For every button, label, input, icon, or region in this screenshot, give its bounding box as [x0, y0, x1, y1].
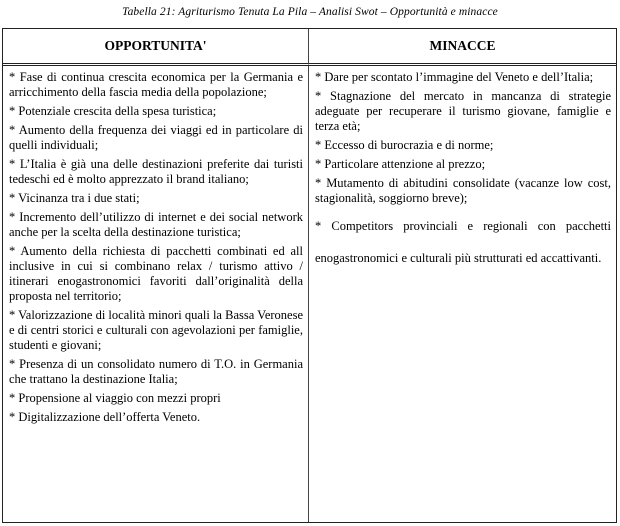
threat-item: * Dare per scontato l’immagine del Veneto e dell’Italia; [315, 70, 594, 84]
opportunity-item: * Potenziale crescita della spesa turistica; [9, 104, 217, 118]
opportunity-item: * Vicinanza tra i due stati; [9, 191, 140, 205]
opportunity-item: * Presenza di un consolidato numero di T.O. in Germania che trattano la destinazione Italia; [9, 357, 303, 386]
opportunity-item: * Incremento dell’utilizzo di internet e dei social network anche per la scelta della destinazione turistica; [9, 210, 303, 239]
swot-table [2, 28, 617, 523]
opportunity-item: * L’Italia è già una delle destinazioni preferite dai turisti tedeschi ed è molto apprezzato il brand italiano; [9, 157, 303, 186]
opportunities-column [3, 66, 309, 522]
threat-item: * Stagnazione del mercato in mancanza di strategie adeguate per recuperare il turismo giovane, famiglie e terza età; [315, 89, 611, 133]
threat-item: * Eccesso di burocrazia e di norme; [315, 138, 494, 152]
opportunity-item: * Aumento della frequenza dei viaggi ed in particolare di quelli individuali; [9, 123, 303, 152]
opportunity-item: * Valorizzazione di località minori quali la Bassa Veronese e di centri storici e culturali con agevolazioni per famiglie, studenti e giovani; [9, 308, 303, 352]
threat-item: * Particolare attenzione al prezzo; [315, 157, 486, 171]
header-opportunities: OPPORTUNITA' [3, 29, 309, 66]
opportunity-item: * Digitalizzazione dell’offerta Veneto. [9, 410, 201, 424]
threat-item: * Competitors provinciali e regionali con pacchetti enogastronomici e culturali più strutturati ed accattivanti. [315, 219, 611, 265]
table-caption: Tabella 21: Agriturismo Tenuta La Pila – Analisi Swot – Opportunità e minacce [122, 6, 498, 18]
opportunity-item: * Aumento della richiesta di pacchetti combinati ed all inclusive in cui si combinano relax / turismo attivo / itinerari enogastronomici favoriti dall’originalità della proposta nel territorio; [9, 244, 303, 303]
opportunity-item: * Propensione al viaggio con mezzi propri [9, 391, 221, 405]
opportunity-item: * Fase di continua crescita economica per la Germania e arricchimento della fascia media della popolazione; [9, 70, 303, 99]
threat-item: * Mutamento di abitudini consolidate (vacanze low cost, stagionalità, soggiorno breve); [315, 176, 611, 205]
header-threats: MINACCE [309, 29, 616, 66]
threats-column [309, 66, 616, 522]
